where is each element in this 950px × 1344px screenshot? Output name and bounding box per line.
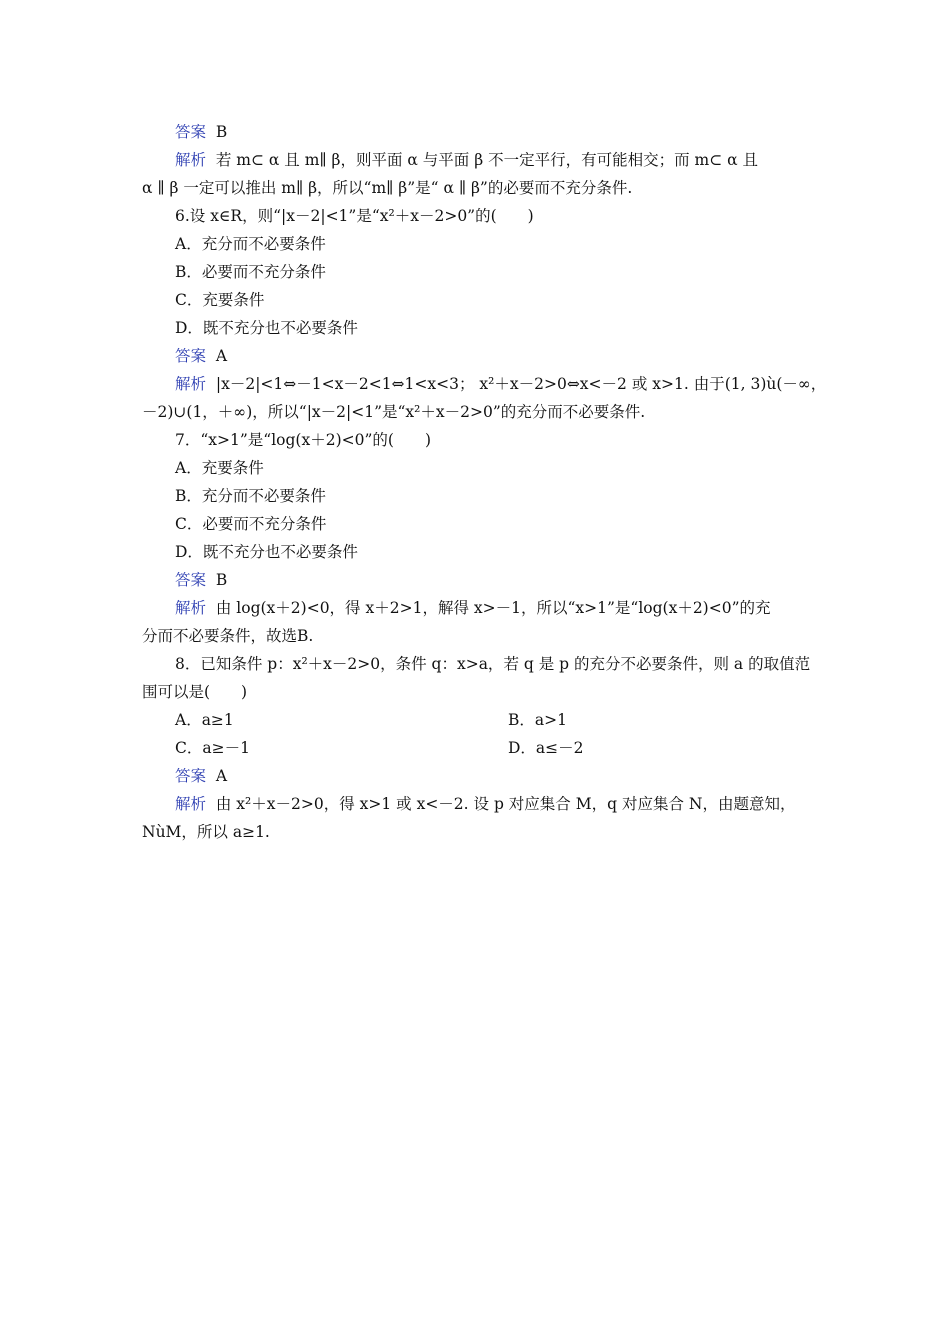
option-a: A．a≥1	[175, 711, 234, 729]
answer-label: 答案	[175, 123, 207, 141]
answer-line	[175, 570, 227, 590]
option-b: B．充分而不必要条件	[175, 487, 326, 505]
option-d: D．既不充分也不必要条件	[175, 319, 358, 337]
option-c: C．必要而不充分条件	[175, 515, 327, 533]
analysis-line	[175, 150, 758, 170]
answer-label: 答案	[175, 767, 207, 785]
text-line: α ∥ β 一定可以推出 m∥ β，所以“m∥ β”是“ α ∥ β”的必要而不充分条件.	[142, 179, 633, 197]
answer-label: 答案	[175, 571, 207, 589]
analysis-text: 若 m⊂ α 且 m∥ β，则平面 α 与平面 β 不一定平行，有可能相交；而 m⊂ α 且	[215, 151, 759, 169]
option-c: C．a≥－1	[175, 739, 250, 757]
analysis-text: |x－2|<1⇔－1<x－2<1⇔1<x<3； x²＋x－2>0⇔x<－2 或 x>1. 由于(1, 3)ù(－∞，	[215, 375, 827, 393]
option-c: C．充要条件	[175, 291, 265, 309]
option-a: A．充要条件	[175, 459, 264, 477]
text-line: －2)∪(1，＋∞)，所以“|x－2|<1”是“x²＋x－2>0”的充分而不必要条件.	[142, 403, 646, 421]
answer-line	[175, 766, 227, 786]
answer-value: B	[215, 571, 228, 589]
text-line: 分而不必要条件，故选B.	[142, 627, 314, 645]
analysis-label: 解析	[175, 795, 207, 813]
option-a: A．充分而不必要条件	[175, 235, 326, 253]
answer-line	[175, 346, 227, 366]
answer-line	[175, 122, 227, 142]
option-b: B．a>1	[508, 711, 567, 729]
question-line: 8．已知条件 p：x²＋x－2>0，条件 q：x>a，若 q 是 p 的充分不必要条件，则 a 的取值范	[175, 655, 811, 673]
analysis-label: 解析	[175, 375, 207, 393]
option-d: D．a≤－2	[508, 739, 584, 757]
question-line: 6.设 x∈R，则“|x－2|<1”是“x²＋x－2>0”的( )	[175, 207, 534, 225]
analysis-line	[175, 794, 795, 814]
analysis-line	[175, 374, 826, 394]
text-line: NùM，所以 a≥1.	[142, 823, 270, 841]
answer-label: 答案	[175, 347, 207, 365]
analysis-label: 解析	[175, 599, 207, 617]
analysis-label: 解析	[175, 151, 207, 169]
answer-value: B	[215, 123, 228, 141]
option-d: D．既不充分也不必要条件	[175, 543, 358, 561]
question-line: 7．“x>1”是“log(x＋2)<0”的( )	[175, 431, 432, 449]
analysis-text: 由 log(x＋2)<0，得 x＋2>1，解得 x>－1，所以“x>1”是“log(x＋2)<0”的充	[215, 599, 771, 617]
answer-value: A	[215, 347, 228, 365]
answer-value: A	[215, 767, 228, 785]
analysis-text: 由 x²＋x－2>0，得 x>1 或 x<－2. 设 p 对应集合 M，q 对应集合 N，由题意知，	[215, 795, 796, 813]
analysis-line	[175, 598, 771, 618]
text-line: 围可以是( )	[142, 683, 248, 701]
option-b: B．必要而不充分条件	[175, 263, 326, 281]
